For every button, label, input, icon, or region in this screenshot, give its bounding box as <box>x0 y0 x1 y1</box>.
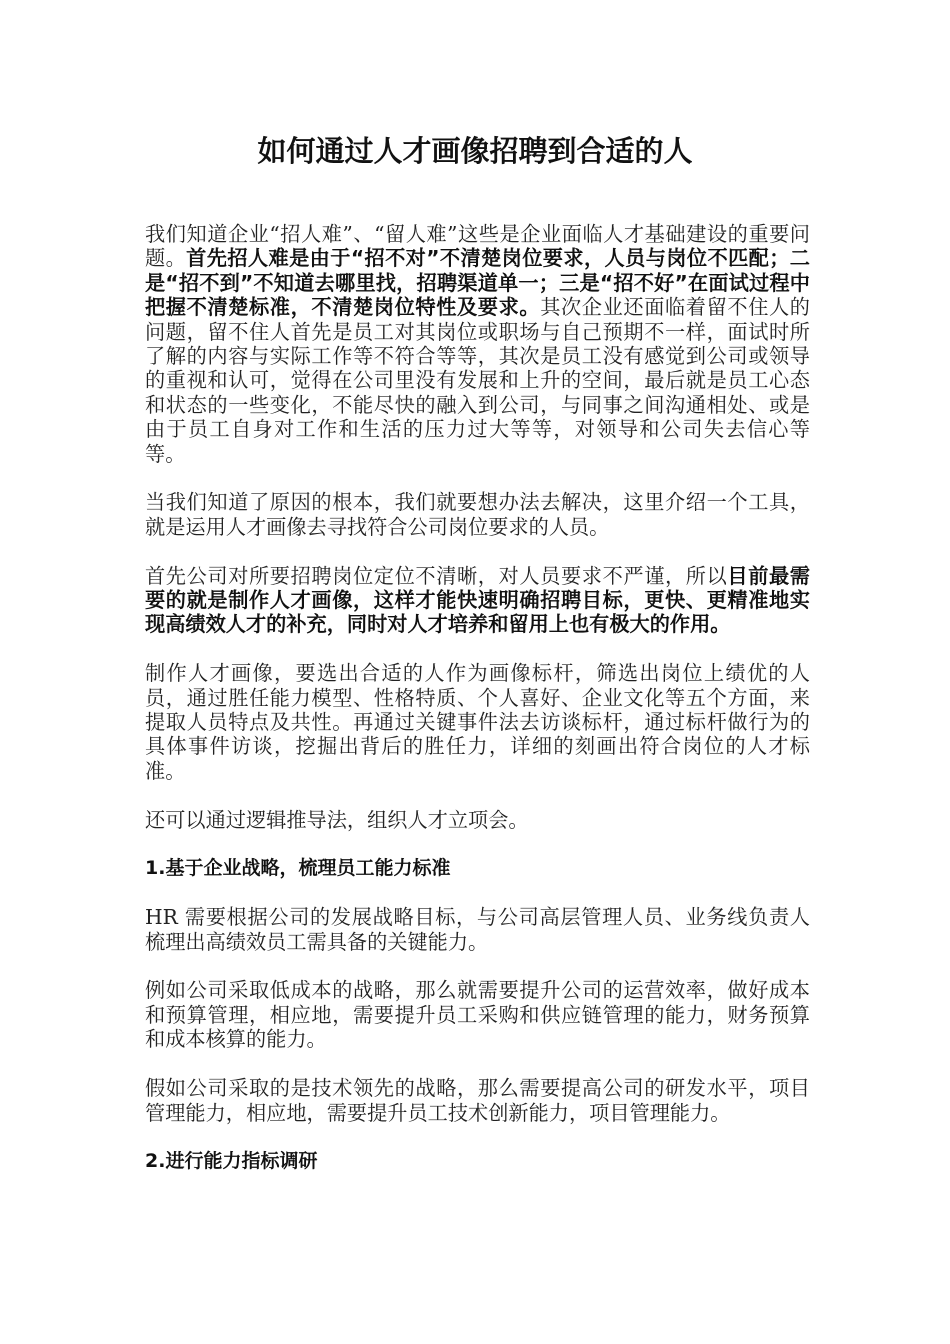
section-heading-2: 2.进行能力指标调研 <box>145 1150 318 1173</box>
paragraph-tool-intro: 当我们知道了原因的根本，我们就要想办法去解决，这里介绍一个工具，就是运用人才画像去寻找符合公司岗位要求的人员。 <box>145 490 810 539</box>
bold-emphasis-text: 目前最需要的就是制作人才画像，这样才能快速明确招聘目标，更快、更精准地实现高绩效人才的补充，同时对人才培养和留用上也有极大的作用。 <box>145 563 810 637</box>
section-heading-1: 1.基于企业战略，梳理员工能力标准 <box>145 857 451 880</box>
paragraph-hr-strategy: HR 需要根据公司的发展战略目标，与公司高层管理人员、业务线负责人梳理出高绩效员工需具备的关键能力。 <box>145 905 810 954</box>
paragraph-text: 首先公司对所要招聘岗位定位不清晰，对人员要求不严谨，所以 <box>145 563 728 588</box>
document-title: 如何通过人才画像招聘到合适的人 <box>257 134 693 168</box>
paragraph-logic-method: 还可以通过逻辑推导法，组织人才立项会。 <box>145 807 529 832</box>
bold-emphasis-text: 首先招人难是由于“招不对”不清楚岗位要求，人员与岗位不匹配；二是“招不到”不知道去哪里找，招聘渠道单一；三是“招不好”在面试过程中把握不清楚标准，不清楚岗位特性及要求。 <box>145 246 810 320</box>
paragraph-text: 我们知道企业“招人难”、“留人难”这些是企业面临人才基础建设的重要问题。 <box>145 222 810 271</box>
paragraph-low-cost-example: 例如公司采取低成本的战略，那么就需要提升公司的运营效率，做好成本和预算管理，相应地，需要提升员工采购和供应链管理的能力，财务预算和成本核算的能力。 <box>145 978 810 1052</box>
document-body <box>145 222 810 1198</box>
paragraph-profile-method: 制作人才画像，要选出合适的人作为画像标杆，筛选出岗位上绩优的人员，通过胜任能力模型、性格特质、个人喜好、企业文化等五个方面，来提取人员特点及共性。再通过关键事件法去访谈标杆，通过标杆做行为的具体事件访谈，挖掘出背后的胜任力，详细的刻画出符合岗位的人才标准。 <box>145 661 810 783</box>
paragraph-tech-lead-example: 假如公司采取的是技术领先的战略，那么需要提高公司的研发水平，项目管理能力，相应地，需要提升员工技术创新能力，项目管理能力。 <box>145 1076 810 1125</box>
paragraph-hiring-problems <box>145 222 810 466</box>
paragraph-text: 其次企业还面临着留不住人的问题，留不住人首先是员工对其岗位或职场与自己预期不一样，面试时所了解的内容与实际工作等不符合等等，其次是员工没有感觉到公司或领导的重视和认可，觉得在公司里没有发展和上升的空间，最后就是员工心态和状态的一些变化，不能尽快的融入到公司，与同事之间沟通相处、或是由于员工自身对工作和生活的压力过大等等，对领导和公司失去信心等等。 <box>145 295 810 466</box>
paragraph-talent-profile-need <box>145 564 810 637</box>
